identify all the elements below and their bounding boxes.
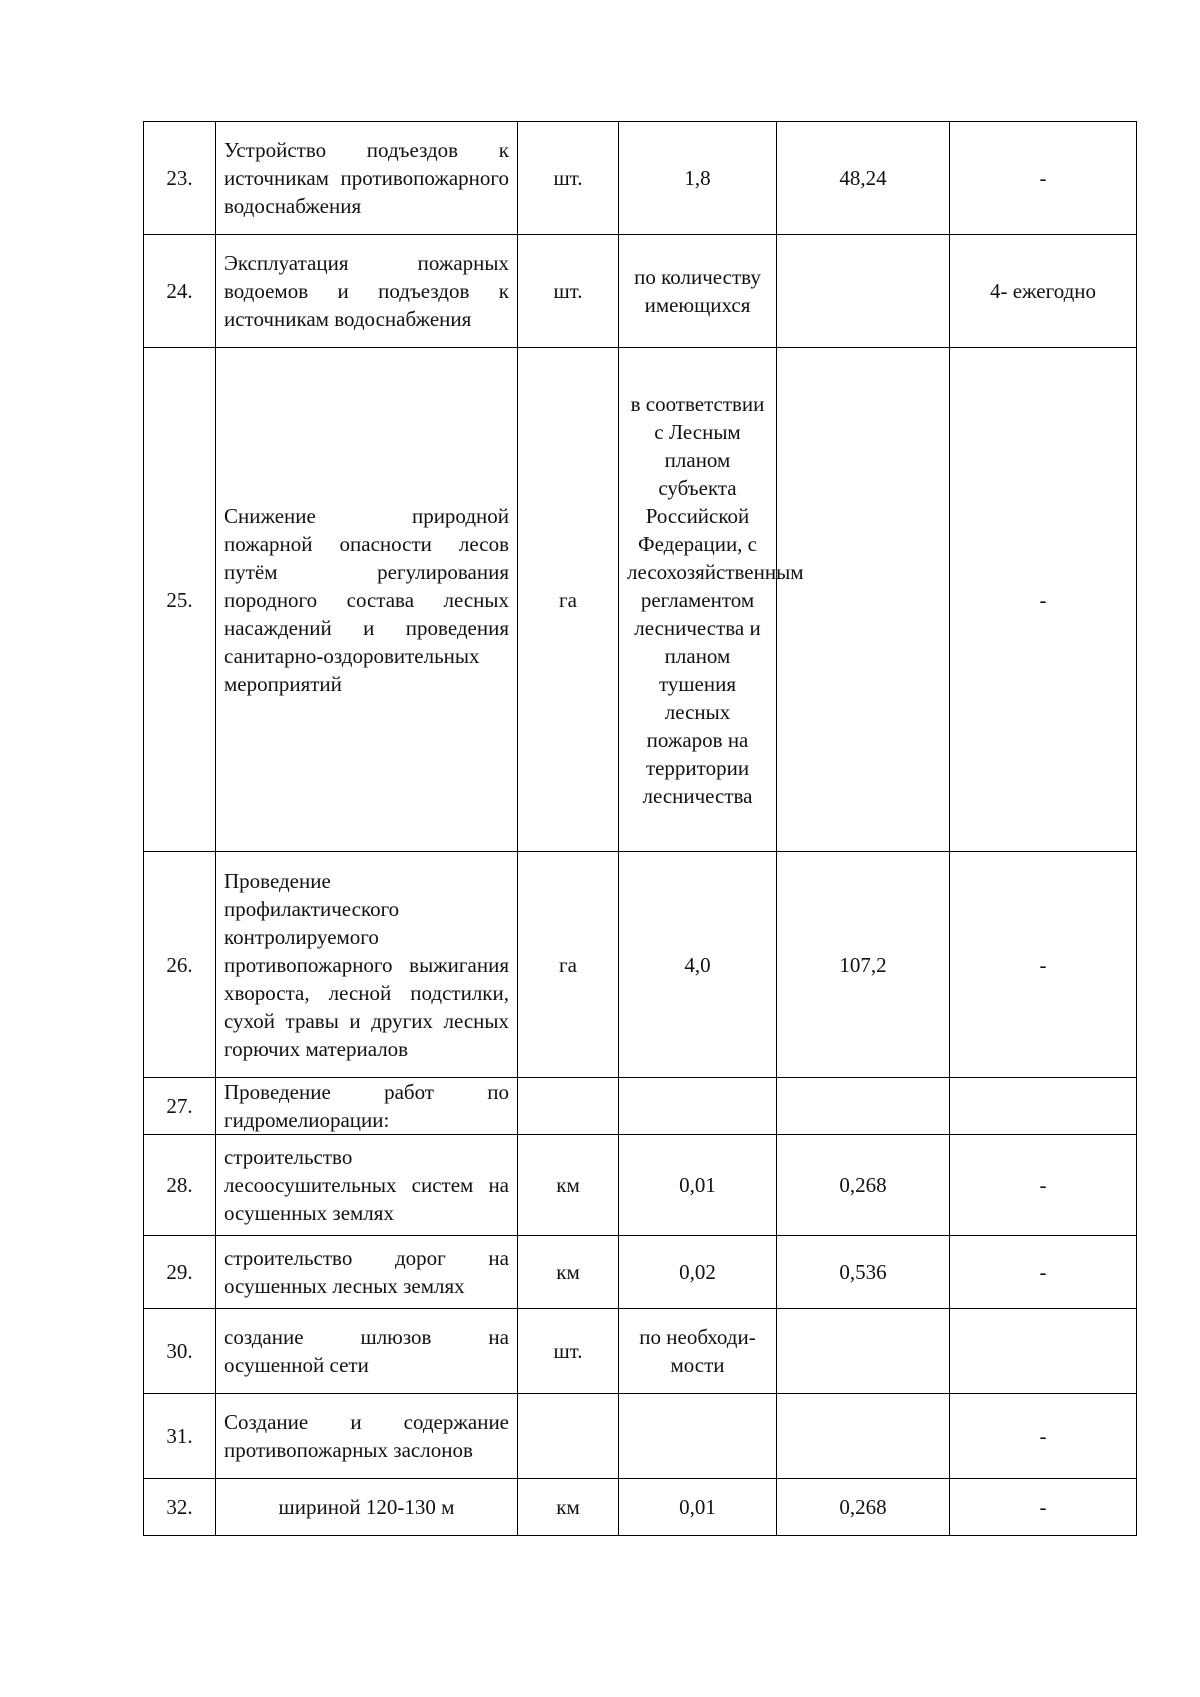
quantity-cell: [619, 1394, 777, 1479]
table-row: [144, 1078, 1137, 1135]
row-number: 27.: [144, 1078, 216, 1135]
row-number: 31.: [144, 1394, 216, 1479]
measure-description: создание шлюзов на осушенной сети: [216, 1309, 518, 1394]
unit-cell: га: [518, 348, 619, 852]
note-cell: -: [950, 852, 1137, 1078]
measure-description: Устройство подъездов к источникам противопожарного водоснабжения: [216, 122, 518, 235]
cost-cell: [777, 1078, 950, 1135]
measure-description: Проведение работ по гидромелиорации:: [216, 1078, 518, 1135]
unit-cell: шт.: [518, 235, 619, 348]
unit-cell: шт.: [518, 122, 619, 235]
note-cell: -: [950, 122, 1137, 235]
quantity-cell: 0,02: [619, 1236, 777, 1309]
measure-description: строительство дорог на осушенных лесных землях: [216, 1236, 518, 1309]
row-number: 25.: [144, 348, 216, 852]
table-row: [144, 235, 1137, 348]
row-number: 30.: [144, 1309, 216, 1394]
note-cell: -: [950, 1135, 1137, 1236]
quantity-cell: по необходи-мости: [619, 1309, 777, 1394]
table-row: [144, 1135, 1137, 1236]
note-cell: 4- ежегодно: [950, 235, 1137, 348]
measure-description: шириной 120-130 м: [216, 1479, 518, 1536]
cost-cell: [777, 1309, 950, 1394]
table-row: [144, 1236, 1137, 1309]
cost-cell: 0,268: [777, 1479, 950, 1536]
row-number: 29.: [144, 1236, 216, 1309]
quantity-cell: 4,0: [619, 852, 777, 1078]
unit-cell: га: [518, 852, 619, 1078]
cost-cell: 0,268: [777, 1135, 950, 1236]
table-row: [144, 1309, 1137, 1394]
unit-cell: км: [518, 1135, 619, 1236]
quantity-cell: [619, 1078, 777, 1135]
cost-cell: 0,536: [777, 1236, 950, 1309]
note-cell: -: [950, 1236, 1137, 1309]
unit-cell: шт.: [518, 1309, 619, 1394]
note-cell: [950, 1309, 1137, 1394]
unit-cell: [518, 1394, 619, 1479]
table-row: [144, 852, 1137, 1078]
cost-cell: [777, 1394, 950, 1479]
quantity-cell: по количеству имеющихся: [619, 235, 777, 348]
cost-cell: 48,24: [777, 122, 950, 235]
row-number: 32.: [144, 1479, 216, 1536]
note-cell: -: [950, 348, 1137, 852]
unit-cell: [518, 1078, 619, 1135]
quantity-cell: 1,8: [619, 122, 777, 235]
cost-cell: 107,2: [777, 852, 950, 1078]
cost-cell: [777, 348, 950, 852]
measure-description: строительство лесоосушительных систем на осушенных землях: [216, 1135, 518, 1236]
quantity-cell: 0,01: [619, 1135, 777, 1236]
note-cell: -: [950, 1394, 1137, 1479]
measures-table: [143, 121, 1137, 1536]
measure-description: Снижение природной пожарной опасности лесов путём регулирования породного состава лесных насаждений и проведения санитарно-оздоровительных мероприятий: [216, 348, 518, 852]
unit-cell: км: [518, 1479, 619, 1536]
row-number: 24.: [144, 235, 216, 348]
row-number: 23.: [144, 122, 216, 235]
measure-description: Эксплуатация пожарных водоемов и подъездов к источникам водоснабжения: [216, 235, 518, 348]
table-row: [144, 1394, 1137, 1479]
quantity-cell: 0,01: [619, 1479, 777, 1536]
row-number: 26.: [144, 852, 216, 1078]
table-row: [144, 122, 1137, 235]
row-number: 28.: [144, 1135, 216, 1236]
measure-description: Проведение профилактического контролируемого противопожарного выжигания хвороста, лесной подстилки, сухой травы и других лесных горючих материалов: [216, 852, 518, 1078]
note-cell: [950, 1078, 1137, 1135]
table-row: [144, 348, 1137, 852]
table-row: [144, 1479, 1137, 1536]
unit-cell: км: [518, 1236, 619, 1309]
cost-cell: [777, 235, 950, 348]
note-cell: -: [950, 1479, 1137, 1536]
quantity-cell: в соответствии с Лесным планом субъекта Российской Федерации, с лесохозяйственным регламентом лесничества и планом тушения лесных пожаров на территории лесничества: [619, 348, 777, 852]
measure-description: Создание и содержание противопожарных заслонов: [216, 1394, 518, 1479]
